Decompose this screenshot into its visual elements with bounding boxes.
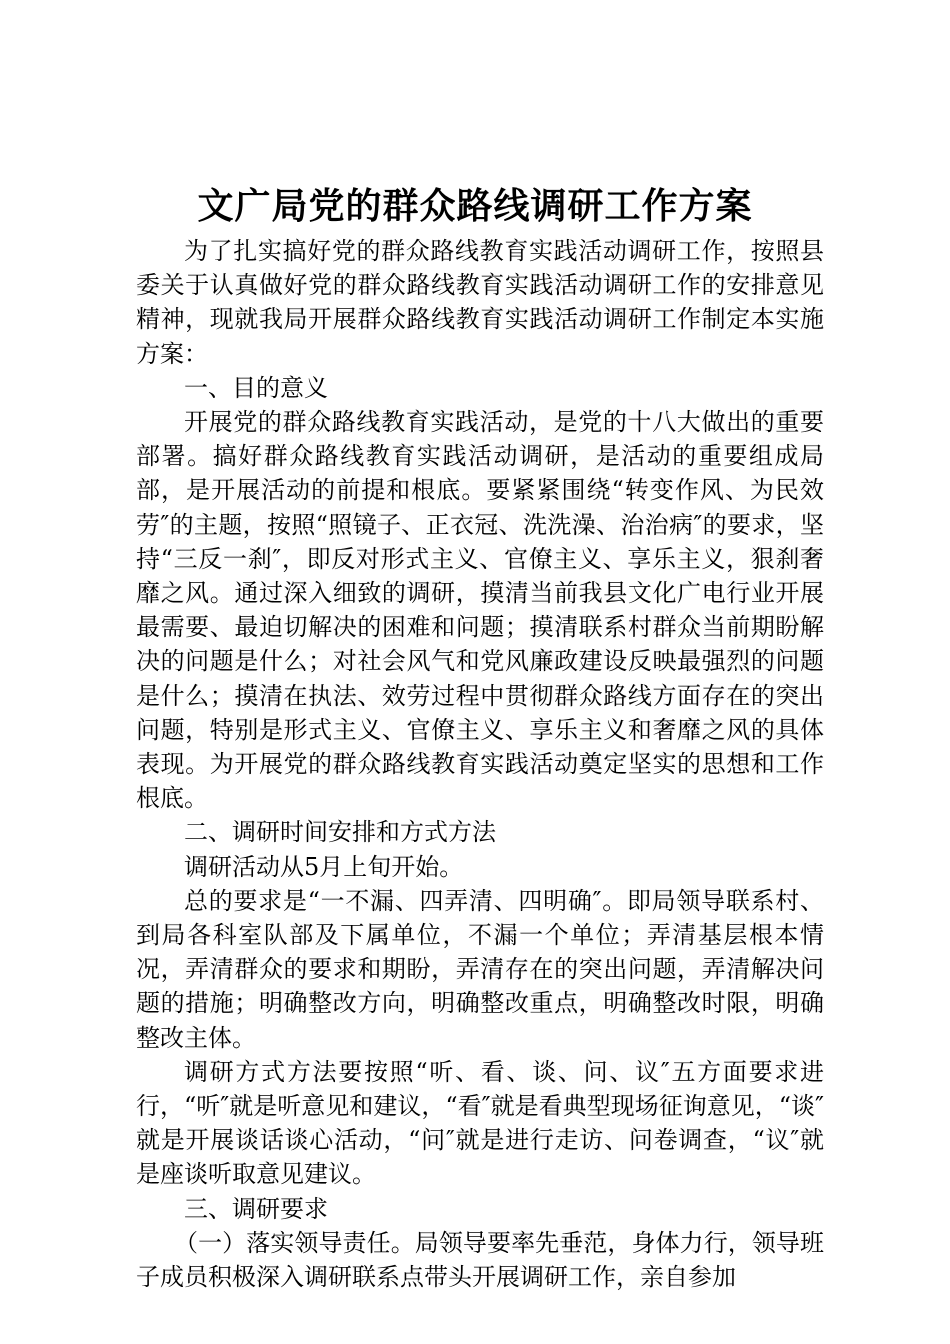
document-title: 文广局党的群众路线调研工作方案 <box>197 185 753 227</box>
paragraph-general-requirements: 总的要求是“一不漏、四弄清、四明确″。即局领导联系村、到局各科室队部及下属单位，不漏一个单位；弄清基层根本情况，弄清群众的要求和期盼，弄清存在的突出问题，弄清解决问题的措施；明确整改方向，明确整改重点，明确整改时限，明确整改主体。 <box>136 886 824 1052</box>
heading-research-requirements: 三、调研要求 <box>184 1194 328 1223</box>
paragraph-methods: 调研方式方法要按照“听、看、谈、问、议″五方面要求进行，“听″就是听意见和建议，“看″就是看典型现场征询意见，“谈″就是开展谈话谈心活动，“问″就是进行走访、问卷调查，“议″就是座谈听取意见建议。 <box>136 1057 824 1189</box>
paragraph-purpose: 开展党的群众路线教育实践活动，是党的十八大做出的重要部署。搞好群众路线教育实践活动调研，是活动的重要组成局部，是开展活动的前提和根底。要紧紧围绕“转变作风、为民效劳″的主题，按照“照镜子、正衣冠、洗洗澡、治治病″的要求，坚持“三反一刹″，即反对形式主义、官僚主义、享乐主义，狠刹奢靡之风。通过深入细致的调研，摸清当前我县文化广电行业开展最需要、最迫切解决的困难和问题；摸清联系村群众当前期盼解决的问题是什么；对社会风气和党风廉政建设反映最强烈的问题是什么；摸清在执法、效劳过程中贯彻群众路线方面存在的突出问题，特别是形式主义、官僚主义、享乐主义和奢靡之风的具体表现。为开展党的群众路线教育实践活动奠定坚实的思想和工作根底。 <box>136 408 824 813</box>
document-body <box>136 234 824 1294</box>
heading-purpose: 一、目的意义 <box>184 373 328 402</box>
paragraph-leadership-responsibility: （一）落实领导责任。局领导要率先垂范，身体力行，领导班子成员积极深入调研联系点带头开展调研工作，亲自参加 <box>136 1228 824 1292</box>
paragraph-schedule: 调研活动从5月上旬开始。 <box>184 852 464 881</box>
heading-schedule-method: 二、调研时间安排和方式方法 <box>184 818 496 847</box>
paragraph-intro: 为了扎实搞好党的群众路线教育实践活动调研工作，按照县委关于认真做好党的群众路线教育实践活动调研工作的安排意见精神，现就我局开展群众路线教育实践活动调研工作制定本实施方案： <box>136 237 824 368</box>
